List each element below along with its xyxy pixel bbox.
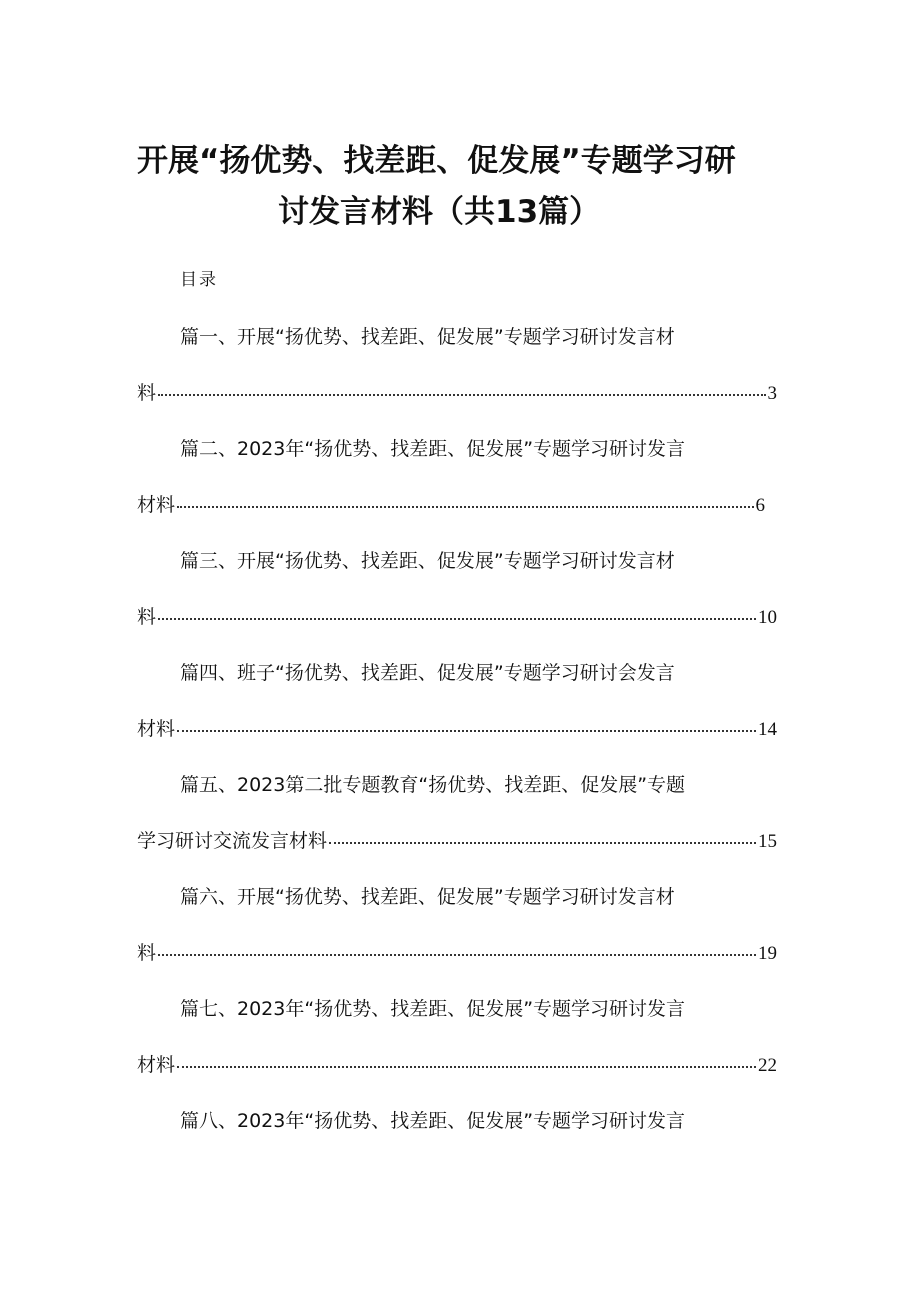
document-title-line-2: 讨发言材料（共13篇）: [278, 194, 601, 230]
toc-entry-7-continuation[interactable]: [137, 1056, 777, 1075]
toc-entry-2-page: 6: [755, 495, 765, 516]
toc-entry-2-continuation[interactable]: [137, 496, 765, 515]
toc-entry-4-page: 14: [758, 719, 777, 740]
toc-entry-1-page: 3: [767, 383, 777, 404]
dot-leader: [177, 506, 753, 508]
dot-leader: [158, 394, 765, 396]
toc-entry-3-page: 10: [758, 607, 777, 628]
toc-entry-2-title-end: 材料: [137, 494, 176, 516]
toc-entry-3-title-end: 料: [137, 606, 157, 628]
toc-entry-6-continuation[interactable]: [137, 944, 777, 963]
dot-leader: [158, 954, 756, 956]
toc-entry-7-title-end: 材料: [137, 1054, 176, 1076]
dot-leader: [158, 618, 756, 620]
toc-entry-3-continuation[interactable]: [137, 608, 777, 627]
toc-entry-1-title-end: 料: [137, 382, 157, 404]
toc-entry-6-page: 19: [758, 943, 777, 964]
toc-entry-5-title[interactable]: 篇五、2023第二批专题教育“扬优势、找差距、促发展”专题: [180, 774, 686, 796]
dot-leader: [177, 730, 756, 732]
dot-leader: [329, 842, 756, 844]
toc-heading: 目录: [180, 270, 218, 290]
toc-entry-4-continuation[interactable]: [137, 720, 777, 739]
toc-entry-5-title-end: 学习研讨交流发言材料: [137, 830, 328, 852]
document-title-line-1: 开展“扬优势、找差距、促发展”专题学习研: [137, 143, 736, 179]
toc-entry-4-title[interactable]: 篇四、班子“扬优势、找差距、促发展”专题学习研讨会发言: [180, 662, 675, 684]
toc-entry-8-title[interactable]: 篇八、2023年“扬优势、找差距、促发展”专题学习研讨发言: [180, 1110, 686, 1132]
toc-entry-5-page: 15: [758, 831, 777, 852]
toc-entry-6-title[interactable]: 篇六、开展“扬优势、找差距、促发展”专题学习研讨发言材: [180, 886, 675, 908]
toc-entry-2-title[interactable]: 篇二、2023年“扬优势、找差距、促发展”专题学习研讨发言: [180, 438, 686, 460]
toc-entry-6-title-end: 料: [137, 942, 157, 964]
toc-entry-1-continuation[interactable]: [137, 384, 777, 403]
toc-entry-4-title-end: 材料: [137, 718, 176, 740]
toc-entry-5-continuation[interactable]: [137, 832, 777, 851]
toc-entry-3-title[interactable]: 篇三、开展“扬优势、找差距、促发展”专题学习研讨发言材: [180, 550, 675, 572]
toc-entry-7-page: 22: [758, 1055, 777, 1076]
toc-entry-7-title[interactable]: 篇七、2023年“扬优势、找差距、促发展”专题学习研讨发言: [180, 998, 686, 1020]
toc-entry-1-title[interactable]: 篇一、开展“扬优势、找差距、促发展”专题学习研讨发言材: [180, 326, 675, 348]
dot-leader: [177, 1066, 756, 1068]
